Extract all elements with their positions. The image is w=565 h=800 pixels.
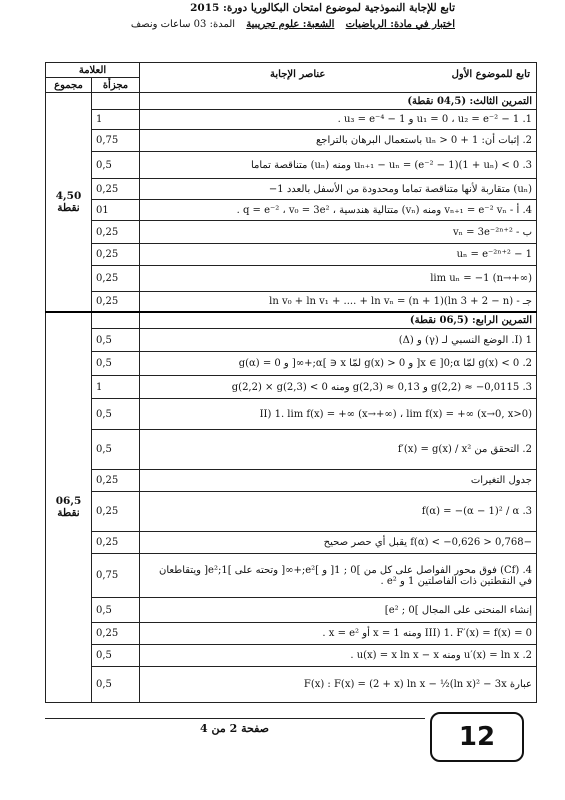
page-number: صفحة 2 من 4 bbox=[200, 722, 269, 735]
header-info bbox=[123, 19, 455, 30]
ex3-title: التمرين الثالث: (04,5 نقطة) bbox=[140, 93, 537, 110]
table-row bbox=[46, 266, 537, 292]
table-row bbox=[46, 152, 537, 179]
row-answer: III) 1. F′(x) = f(x) = 0 ومنه x = 1 أو x = e² . bbox=[140, 623, 537, 645]
row-mark: 0,5 bbox=[92, 430, 140, 470]
header-duration: المدة: 03 ساعات ونصف bbox=[130, 19, 236, 30]
row-mark: 0,5 bbox=[92, 329, 140, 352]
table-row bbox=[46, 623, 537, 645]
row-answer: 3. f(α) = −(α − 1)² / α bbox=[140, 492, 537, 532]
table-row bbox=[46, 179, 537, 200]
table-row bbox=[46, 200, 537, 221]
table-row bbox=[46, 352, 537, 376]
table-row bbox=[46, 667, 537, 703]
row-mark: 0,75 bbox=[92, 130, 140, 152]
ex3-total bbox=[46, 93, 92, 312]
row-mark: 0,25 bbox=[92, 532, 140, 554]
row-mark: 0,25 bbox=[92, 492, 140, 532]
ex3-total-unit: نقطة bbox=[57, 201, 80, 214]
ex4-total-unit: نقطة bbox=[57, 507, 80, 520]
ex3-title-mark bbox=[92, 93, 140, 110]
table-row bbox=[46, 376, 537, 399]
header-title: تابع للإجابة النموذجية لموضوع امتحان البكالوريا دورة: 2015 bbox=[190, 2, 455, 14]
ex4-title-mark bbox=[92, 312, 140, 329]
row-answer: عبارة F(x) : F(x) = (2 + x) ln x − ½(ln x)² − 3x bbox=[140, 667, 537, 703]
ex4-title-row bbox=[46, 312, 537, 329]
table-row bbox=[46, 532, 537, 554]
table-head-row-1 bbox=[46, 63, 537, 78]
ex3-total-value: 4,50 bbox=[55, 189, 82, 202]
elements-label: عناصر الإجابة bbox=[270, 69, 326, 80]
row-answer: 4. (Cf) فوق محور الفواصل على كل من ]0 ; 1[ و ]e²;+∞[ وتحته على ]1;e²[ ويتقاطعان في النقطتين ذات الفاصلتين 1 و e² . bbox=[140, 554, 537, 598]
row-answer: جدول التغيرات bbox=[140, 470, 537, 492]
row-mark: 0,5 bbox=[92, 667, 140, 703]
row-answer: I) 1. الوضع النسبي لـ (γ) و (Δ) bbox=[140, 329, 537, 352]
table-row bbox=[46, 645, 537, 667]
row-answer: (uₙ) متقاربة لأنها متناقصة تماما ومحدودة من الأسفل بالعدد 1− bbox=[140, 179, 537, 200]
page-code-box: 12 bbox=[430, 712, 524, 762]
table-row bbox=[46, 130, 537, 152]
row-answer: 2. التحقق من f′(x) = g(x) / x² bbox=[140, 430, 537, 470]
table-row bbox=[46, 221, 537, 244]
table-row bbox=[46, 492, 537, 532]
row-mark: 0,5 bbox=[92, 645, 140, 667]
row-answer: جـ - ln v₀ + ln v₁ + .... + ln vₙ = (n + 1)(ln 3 + 2 − n) bbox=[140, 292, 537, 312]
part-header: مجزأة bbox=[92, 78, 140, 93]
row-answer: إنشاء المنحنى على المجال ]0 ; e²] bbox=[140, 598, 537, 623]
answer-elements-header bbox=[140, 63, 537, 93]
topic-label: تابع للموضوع الأول bbox=[451, 69, 530, 80]
total-header: مجموع bbox=[46, 78, 92, 93]
table-row bbox=[46, 470, 537, 492]
row-answer: 2. u′(x) = ln x ومنه u(x) = x ln x − x . bbox=[140, 645, 537, 667]
footer-divider bbox=[45, 718, 425, 719]
row-mark: 0,25 bbox=[92, 179, 140, 200]
row-mark: 0,75 bbox=[92, 554, 140, 598]
row-mark: 0,25 bbox=[92, 470, 140, 492]
row-answer: 3. g(2,2) ≈ −0,0115 و g(2,3) ≈ 0,13 ومنه g(2,2) × g(2,3) < 0 bbox=[140, 376, 537, 399]
row-mark: 0,25 bbox=[92, 266, 140, 292]
table-row bbox=[46, 244, 537, 266]
row-answer: ب - vₙ = 3e⁻²ⁿ⁺² bbox=[140, 221, 537, 244]
row-mark: 0,25 bbox=[92, 292, 140, 312]
row-mark: 0,5 bbox=[92, 352, 140, 376]
header-subject: اختبار في مادة: الرياضيات bbox=[345, 19, 455, 30]
row-answer: 3. uₙ₊₁ − uₙ = (e⁻² − 1)(1 + uₙ) < 0 ومنه (uₙ) متناقصة تماما bbox=[140, 152, 537, 179]
ex4-total-value: 06,5 bbox=[55, 495, 82, 508]
table-row bbox=[46, 430, 537, 470]
ex4-total bbox=[46, 312, 92, 703]
row-mark: 0,25 bbox=[92, 221, 140, 244]
table-row bbox=[46, 110, 537, 130]
row-mark: 1 bbox=[92, 376, 140, 399]
grade-header: العلامة bbox=[46, 63, 140, 78]
row-mark: 1 bbox=[92, 110, 140, 130]
row-mark: 0,5 bbox=[92, 152, 140, 179]
header-branch: الشعبة: علوم تجريبية bbox=[246, 19, 335, 30]
page-header bbox=[0, 0, 565, 60]
ex4-title: التمرين الرابع: (06,5 نقطة) bbox=[140, 312, 537, 329]
row-answer: lim uₙ = −1 (n→+∞) bbox=[140, 266, 537, 292]
row-mark: 0,5 bbox=[92, 399, 140, 430]
table-row bbox=[46, 598, 537, 623]
row-mark: 0,25 bbox=[92, 623, 140, 645]
row-answer: 2. g(x) < 0 لمّا x ∈ ]0;α[ و g(x) > 0 لمّا x ∈ ]α;+∞[ و g(α) = 0 bbox=[140, 352, 537, 376]
answer-table bbox=[45, 62, 537, 703]
row-mark: 0,5 bbox=[92, 598, 140, 623]
table-row bbox=[46, 554, 537, 598]
table-row bbox=[46, 399, 537, 430]
table-row bbox=[46, 292, 537, 312]
row-answer: 4. أ - vₙ₊₁ = e⁻² vₙ ومنه (vₙ) متتالية هندسية ، q = e⁻² ، v₀ = 3e² . bbox=[140, 200, 537, 221]
row-answer: 1. u₁ = 0 ، u₂ = e⁻² − 1 و u₃ = e⁻⁴ − 1 . bbox=[140, 110, 537, 130]
row-mark: 0,25 bbox=[92, 244, 140, 266]
row-answer: −0,768 < f(α) < −0,626 يقبل أي حصر صحيح bbox=[140, 532, 537, 554]
row-mark: 01 bbox=[92, 200, 140, 221]
row-answer: uₙ = e⁻²ⁿ⁺² − 1 bbox=[140, 244, 537, 266]
ex3-title-row bbox=[46, 93, 537, 110]
row-answer: 2. إثبات أن: 1 + uₙ > 0 باستعمال البرهان بالتراجع bbox=[140, 130, 537, 152]
row-answer: II) 1. lim f(x) = +∞ (x→+∞) ، lim f(x) = +∞ (x→0, x>0) bbox=[140, 399, 537, 430]
table-row bbox=[46, 329, 537, 352]
